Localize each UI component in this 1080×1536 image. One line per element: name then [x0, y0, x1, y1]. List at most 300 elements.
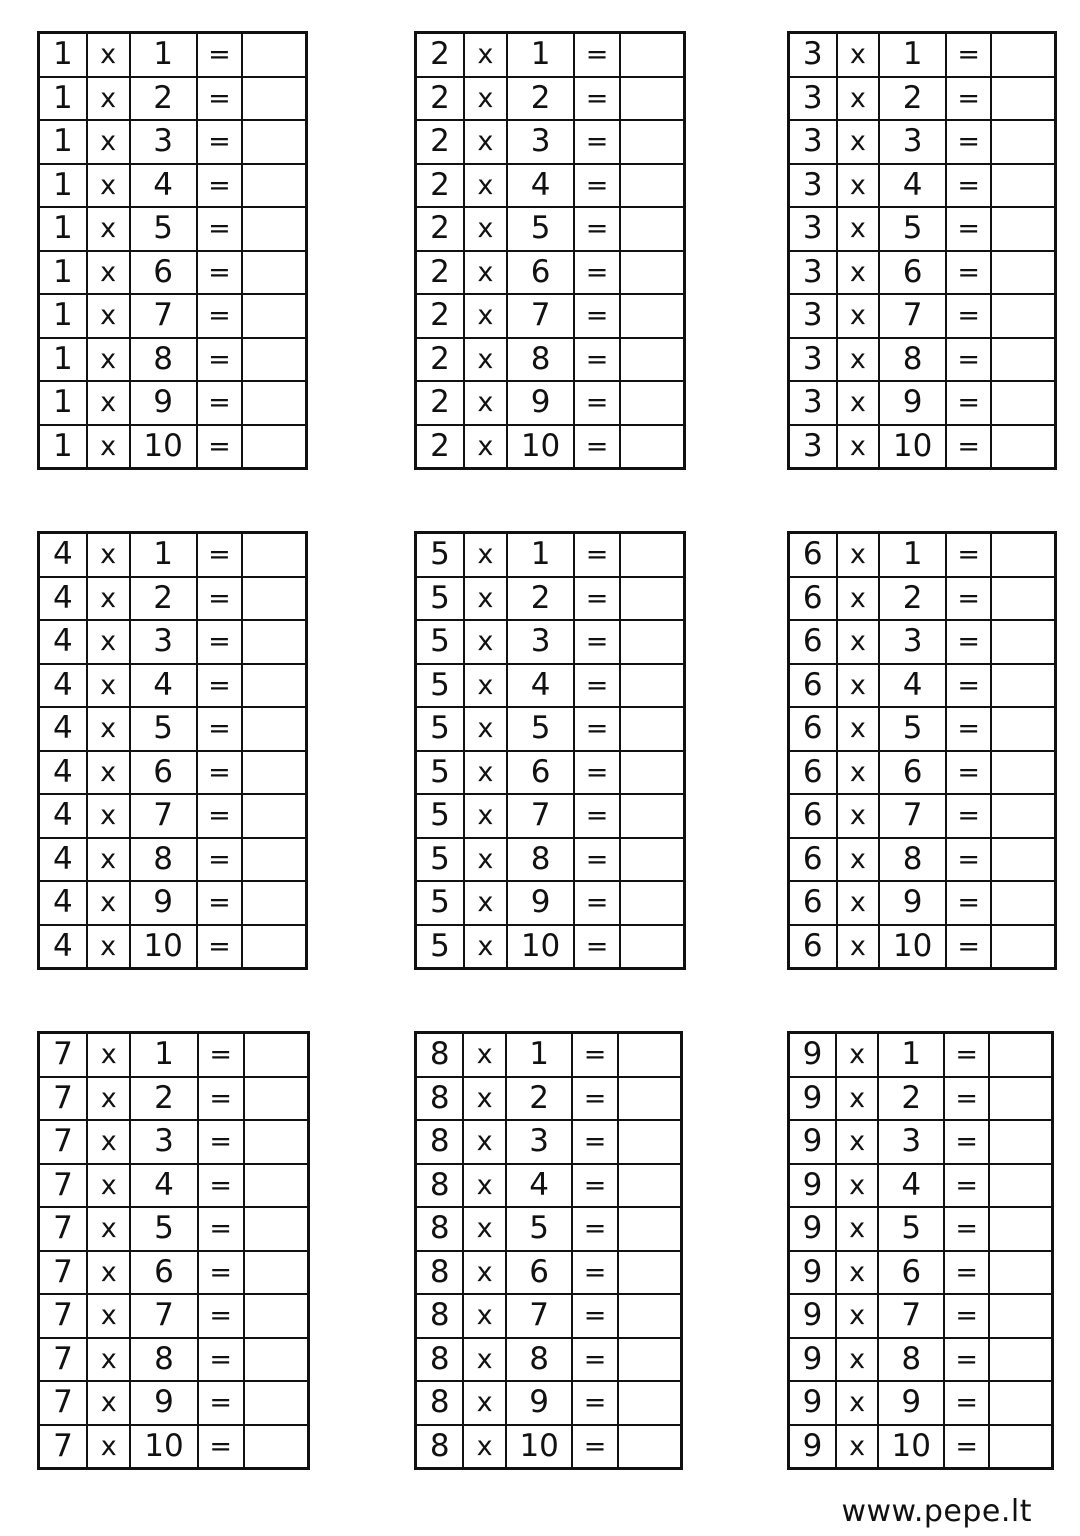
times-sign: x [837, 620, 880, 664]
equals-sign: = [572, 1251, 617, 1295]
answer-box[interactable] [244, 1294, 309, 1338]
factor-cell: 8 [416, 1251, 464, 1295]
times-sign: x [87, 294, 130, 338]
equals-sign: = [198, 1251, 244, 1295]
multiplier-cell: 1 [879, 33, 946, 77]
times-sign: x [837, 707, 880, 751]
answer-box[interactable] [989, 1164, 1052, 1208]
answer-box[interactable] [989, 1077, 1052, 1121]
factor-cell: 6 [789, 751, 837, 795]
times-sign: x [464, 251, 507, 295]
answer-box[interactable] [620, 620, 685, 664]
equals-sign: = [946, 751, 991, 795]
factor-cell: 3 [789, 381, 837, 425]
times-sign: x [836, 1338, 878, 1382]
answer-box[interactable] [989, 1425, 1052, 1469]
answer-box[interactable] [618, 1164, 682, 1208]
multiplier-cell: 8 [130, 838, 197, 882]
table-row [416, 794, 685, 838]
equals-sign: = [574, 664, 620, 708]
times-sign: x [87, 77, 130, 121]
answer-box[interactable] [242, 707, 306, 751]
equals-sign: = [944, 1381, 989, 1425]
times-table-2 [414, 31, 686, 470]
multiplier-cell: 1 [507, 533, 574, 577]
factor-cell: 9 [789, 1033, 837, 1077]
multiplier-cell: 3 [507, 620, 574, 664]
table-row [416, 664, 685, 708]
table-row [416, 164, 685, 208]
answer-box[interactable] [242, 838, 306, 882]
equals-sign: = [946, 925, 991, 969]
answer-box[interactable] [620, 838, 685, 882]
table-row [789, 1425, 1053, 1469]
factor-cell: 5 [416, 794, 464, 838]
times-sign: x [87, 1077, 130, 1121]
answer-box[interactable] [991, 77, 1055, 121]
factor-cell: 6 [789, 794, 837, 838]
table-row [39, 164, 307, 208]
factor-cell: 4 [39, 881, 87, 925]
equals-sign: = [198, 1164, 244, 1208]
equals-sign: = [197, 381, 243, 425]
answer-box[interactable] [991, 838, 1055, 882]
factor-cell: 1 [39, 338, 87, 382]
answer-box[interactable] [991, 881, 1055, 925]
answer-box[interactable] [618, 1077, 682, 1121]
factor-cell: 8 [416, 1120, 464, 1164]
times-sign: x [464, 925, 507, 969]
answer-box[interactable] [244, 1077, 309, 1121]
times-sign: x [837, 77, 880, 121]
table-row [39, 120, 307, 164]
equals-sign: = [574, 881, 620, 925]
equals-sign: = [572, 1338, 617, 1382]
answer-box[interactable] [620, 925, 685, 969]
factor-cell: 2 [416, 207, 464, 251]
multiplier-cell: 2 [130, 1077, 198, 1121]
table-row [789, 664, 1056, 708]
answer-box[interactable] [620, 338, 685, 382]
answer-box[interactable] [618, 1425, 682, 1469]
answer-box[interactable] [618, 1294, 682, 1338]
table-row [39, 207, 307, 251]
answer-box[interactable] [991, 533, 1055, 577]
answer-box[interactable] [244, 1033, 309, 1077]
times-sign: x [464, 338, 507, 382]
factor-cell: 3 [789, 77, 837, 121]
factor-cell: 6 [789, 925, 837, 969]
factor-cell: 8 [416, 1207, 464, 1251]
answer-box[interactable] [242, 881, 306, 925]
factor-cell: 2 [416, 77, 464, 121]
multiplier-cell: 7 [879, 294, 946, 338]
answer-box[interactable] [242, 620, 306, 664]
multiplier-cell: 8 [879, 338, 946, 382]
table-row [789, 381, 1056, 425]
factor-cell: 4 [39, 664, 87, 708]
answer-box[interactable] [991, 251, 1055, 295]
multiplier-cell: 2 [130, 77, 197, 121]
multiplier-cell: 10 [506, 1425, 573, 1469]
table-row [789, 881, 1056, 925]
times-sign: x [463, 1251, 506, 1295]
factor-cell: 2 [416, 120, 464, 164]
answer-box[interactable] [244, 1207, 309, 1251]
times-table-1 [37, 31, 308, 470]
factor-cell: 7 [39, 1077, 88, 1121]
answer-box[interactable] [620, 425, 685, 469]
multiplier-cell: 3 [879, 620, 946, 664]
answer-box[interactable] [242, 381, 306, 425]
equals-sign: = [198, 1207, 244, 1251]
table-row [789, 620, 1056, 664]
answer-box[interactable] [620, 77, 685, 121]
multiplier-cell: 6 [130, 251, 197, 295]
equals-sign: = [946, 120, 991, 164]
answer-box[interactable] [242, 164, 306, 208]
factor-cell: 2 [416, 251, 464, 295]
table-row [39, 1251, 309, 1295]
answer-box[interactable] [991, 338, 1055, 382]
factor-cell: 1 [39, 425, 87, 469]
table-row [39, 794, 307, 838]
times-sign: x [837, 838, 880, 882]
factor-cell: 9 [789, 1381, 837, 1425]
times-sign: x [836, 1033, 878, 1077]
answer-box[interactable] [242, 338, 306, 382]
table-row [416, 1425, 682, 1469]
equals-sign: = [946, 381, 991, 425]
factor-cell: 3 [789, 294, 837, 338]
equals-sign: = [574, 33, 620, 77]
answer-box[interactable] [989, 1120, 1052, 1164]
multiplier-cell: 5 [507, 707, 574, 751]
answer-box[interactable] [989, 1381, 1052, 1425]
times-sign: x [464, 533, 507, 577]
table-row [789, 707, 1056, 751]
answer-box[interactable] [991, 207, 1055, 251]
answer-box[interactable] [620, 533, 685, 577]
answer-box[interactable] [989, 1033, 1052, 1077]
answer-box[interactable] [620, 207, 685, 251]
multiplier-cell: 1 [506, 1033, 573, 1077]
times-sign: x [837, 751, 880, 795]
equals-sign: = [197, 751, 243, 795]
answer-box[interactable] [242, 425, 306, 469]
factor-cell: 5 [416, 707, 464, 751]
answer-box[interactable] [620, 381, 685, 425]
answer-box[interactable] [620, 251, 685, 295]
equals-sign: = [198, 1425, 244, 1469]
table-row [39, 1294, 309, 1338]
answer-box[interactable] [242, 33, 306, 77]
table-row [39, 533, 307, 577]
factor-cell: 5 [416, 881, 464, 925]
answer-box[interactable] [989, 1251, 1052, 1295]
factor-cell: 1 [39, 120, 87, 164]
table-row [416, 207, 685, 251]
answer-box[interactable] [991, 577, 1055, 621]
multiplier-cell: 3 [506, 1120, 573, 1164]
multiplier-cell: 2 [130, 577, 197, 621]
factor-cell: 5 [416, 664, 464, 708]
multiplier-cell: 4 [878, 1164, 944, 1208]
factor-cell: 7 [39, 1033, 88, 1077]
multiplier-cell: 2 [506, 1077, 573, 1121]
multiplier-cell: 3 [879, 120, 946, 164]
factor-cell: 3 [789, 425, 837, 469]
answer-box[interactable] [991, 794, 1055, 838]
factor-cell: 3 [789, 33, 837, 77]
times-table-6 [787, 531, 1057, 970]
factor-cell: 2 [416, 164, 464, 208]
answer-box[interactable] [244, 1120, 309, 1164]
times-sign: x [836, 1164, 878, 1208]
table-row [789, 120, 1056, 164]
times-sign: x [464, 838, 507, 882]
equals-sign: = [574, 381, 620, 425]
answer-box[interactable] [244, 1425, 309, 1469]
answer-box[interactable] [620, 33, 685, 77]
answer-box[interactable] [242, 664, 306, 708]
multiplier-cell: 4 [130, 664, 197, 708]
answer-box[interactable] [242, 251, 306, 295]
multiplier-cell: 7 [507, 294, 574, 338]
answer-box[interactable] [242, 294, 306, 338]
multiplier-cell: 6 [879, 251, 946, 295]
equals-sign: = [946, 620, 991, 664]
answer-box[interactable] [618, 1338, 682, 1382]
times-sign: x [87, 707, 130, 751]
times-sign: x [464, 77, 507, 121]
answer-box[interactable] [242, 533, 306, 577]
times-sign: x [464, 577, 507, 621]
multiplier-cell: 6 [878, 1251, 944, 1295]
times-sign: x [87, 164, 130, 208]
equals-sign: = [944, 1207, 989, 1251]
answer-box[interactable] [620, 164, 685, 208]
table-row [789, 1120, 1053, 1164]
table-row [39, 294, 307, 338]
table-row [39, 381, 307, 425]
factor-cell: 1 [39, 77, 87, 121]
times-table-8 [414, 1031, 683, 1470]
answer-box[interactable] [618, 1120, 682, 1164]
equals-sign: = [574, 838, 620, 882]
factor-cell: 9 [789, 1120, 837, 1164]
equals-sign: = [574, 207, 620, 251]
factor-cell: 3 [789, 164, 837, 208]
multiplier-cell: 2 [879, 77, 946, 121]
factor-cell: 5 [416, 751, 464, 795]
equals-sign: = [572, 1120, 617, 1164]
table-row [416, 338, 685, 382]
factor-cell: 4 [39, 838, 87, 882]
answer-box[interactable] [618, 1207, 682, 1251]
table-row [789, 925, 1056, 969]
factor-cell: 7 [39, 1381, 88, 1425]
table-row [416, 381, 685, 425]
table-row [39, 1425, 309, 1469]
answer-box[interactable] [242, 751, 306, 795]
answer-box[interactable] [620, 794, 685, 838]
multiplier-cell: 7 [879, 794, 946, 838]
multiplier-cell: 4 [879, 664, 946, 708]
times-sign: x [463, 1164, 506, 1208]
equals-sign: = [572, 1077, 617, 1121]
factor-cell: 1 [39, 33, 87, 77]
equals-sign: = [198, 1381, 244, 1425]
factor-cell: 7 [39, 1294, 88, 1338]
equals-sign: = [198, 1338, 244, 1382]
multiplier-cell: 1 [878, 1033, 944, 1077]
table-row [39, 338, 307, 382]
table-row [416, 1381, 682, 1425]
table-row [789, 838, 1056, 882]
factor-cell: 2 [416, 294, 464, 338]
answer-box[interactable] [989, 1294, 1052, 1338]
equals-sign: = [574, 577, 620, 621]
table-row [39, 751, 307, 795]
factor-cell: 7 [39, 1207, 88, 1251]
times-sign: x [87, 925, 130, 969]
factor-cell: 3 [789, 251, 837, 295]
equals-sign: = [944, 1120, 989, 1164]
multiplier-cell: 9 [130, 1381, 198, 1425]
answer-box[interactable] [244, 1338, 309, 1382]
answer-box[interactable] [242, 925, 306, 969]
equals-sign: = [197, 251, 243, 295]
multiplier-cell: 6 [507, 751, 574, 795]
equals-sign: = [197, 925, 243, 969]
answer-box[interactable] [991, 425, 1055, 469]
equals-sign: = [197, 794, 243, 838]
answer-box[interactable] [620, 294, 685, 338]
equals-sign: = [574, 251, 620, 295]
times-sign: x [87, 1294, 130, 1338]
answer-box[interactable] [620, 707, 685, 751]
factor-cell: 9 [789, 1294, 837, 1338]
table-row [789, 33, 1056, 77]
times-sign: x [836, 1120, 878, 1164]
multiplier-cell: 7 [878, 1294, 944, 1338]
equals-sign: = [946, 664, 991, 708]
factor-cell: 3 [789, 338, 837, 382]
answer-box[interactable] [991, 925, 1055, 969]
equals-sign: = [197, 207, 243, 251]
equals-sign: = [572, 1207, 617, 1251]
answer-box[interactable] [989, 1207, 1052, 1251]
factor-cell: 5 [416, 838, 464, 882]
table-row [416, 1120, 682, 1164]
equals-sign: = [572, 1164, 617, 1208]
answer-box[interactable] [991, 164, 1055, 208]
factor-cell: 5 [416, 533, 464, 577]
factor-cell: 1 [39, 381, 87, 425]
answer-box[interactable] [242, 120, 306, 164]
answer-box[interactable] [244, 1381, 309, 1425]
multiplier-cell: 9 [879, 881, 946, 925]
answer-box[interactable] [244, 1251, 309, 1295]
multiplier-cell: 7 [130, 1294, 198, 1338]
answer-box[interactable] [620, 120, 685, 164]
equals-sign: = [946, 338, 991, 382]
table-row [416, 751, 685, 795]
answer-box[interactable] [618, 1251, 682, 1295]
table-row [789, 751, 1056, 795]
table-row [789, 577, 1056, 621]
equals-sign: = [197, 120, 243, 164]
table-row [789, 164, 1056, 208]
times-sign: x [837, 338, 880, 382]
table-row [789, 207, 1056, 251]
times-sign: x [464, 207, 507, 251]
factor-cell: 7 [39, 1251, 88, 1295]
answer-box[interactable] [991, 294, 1055, 338]
factor-cell: 4 [39, 707, 87, 751]
table-row [416, 838, 685, 882]
multiplier-cell: 3 [130, 620, 197, 664]
times-sign: x [87, 251, 130, 295]
equals-sign: = [197, 577, 243, 621]
answer-box[interactable] [991, 33, 1055, 77]
answer-box[interactable] [620, 664, 685, 708]
answer-box[interactable] [242, 207, 306, 251]
table-row [39, 620, 307, 664]
answer-box[interactable] [989, 1338, 1052, 1382]
factor-cell: 8 [416, 1294, 464, 1338]
equals-sign: = [572, 1425, 617, 1469]
answer-box[interactable] [244, 1164, 309, 1208]
multiplier-cell: 10 [507, 425, 574, 469]
answer-box[interactable] [620, 751, 685, 795]
times-sign: x [464, 620, 507, 664]
times-sign: x [463, 1207, 506, 1251]
answer-box[interactable] [991, 664, 1055, 708]
factor-cell: 2 [416, 33, 464, 77]
answer-box[interactable] [991, 120, 1055, 164]
answer-box[interactable] [618, 1381, 682, 1425]
answer-box[interactable] [991, 751, 1055, 795]
factor-cell: 6 [789, 707, 837, 751]
answer-box[interactable] [242, 77, 306, 121]
answer-box[interactable] [620, 577, 685, 621]
table-row [789, 251, 1056, 295]
factor-cell: 8 [416, 1033, 464, 1077]
times-sign: x [87, 207, 130, 251]
factor-cell: 5 [416, 620, 464, 664]
answer-box[interactable] [242, 577, 306, 621]
multiplier-cell: 8 [130, 338, 197, 382]
table-row [416, 251, 685, 295]
times-sign: x [87, 1425, 130, 1469]
equals-sign: = [197, 77, 243, 121]
answer-box[interactable] [242, 794, 306, 838]
equals-sign: = [944, 1425, 989, 1469]
answer-box[interactable] [991, 620, 1055, 664]
factor-cell: 3 [789, 207, 837, 251]
answer-box[interactable] [991, 707, 1055, 751]
times-sign: x [836, 1077, 878, 1121]
multiplier-cell: 8 [878, 1338, 944, 1382]
answer-box[interactable] [618, 1033, 682, 1077]
answer-box[interactable] [620, 881, 685, 925]
answer-box[interactable] [991, 381, 1055, 425]
table-row [789, 1381, 1053, 1425]
equals-sign: = [197, 164, 243, 208]
table-row [789, 425, 1056, 469]
